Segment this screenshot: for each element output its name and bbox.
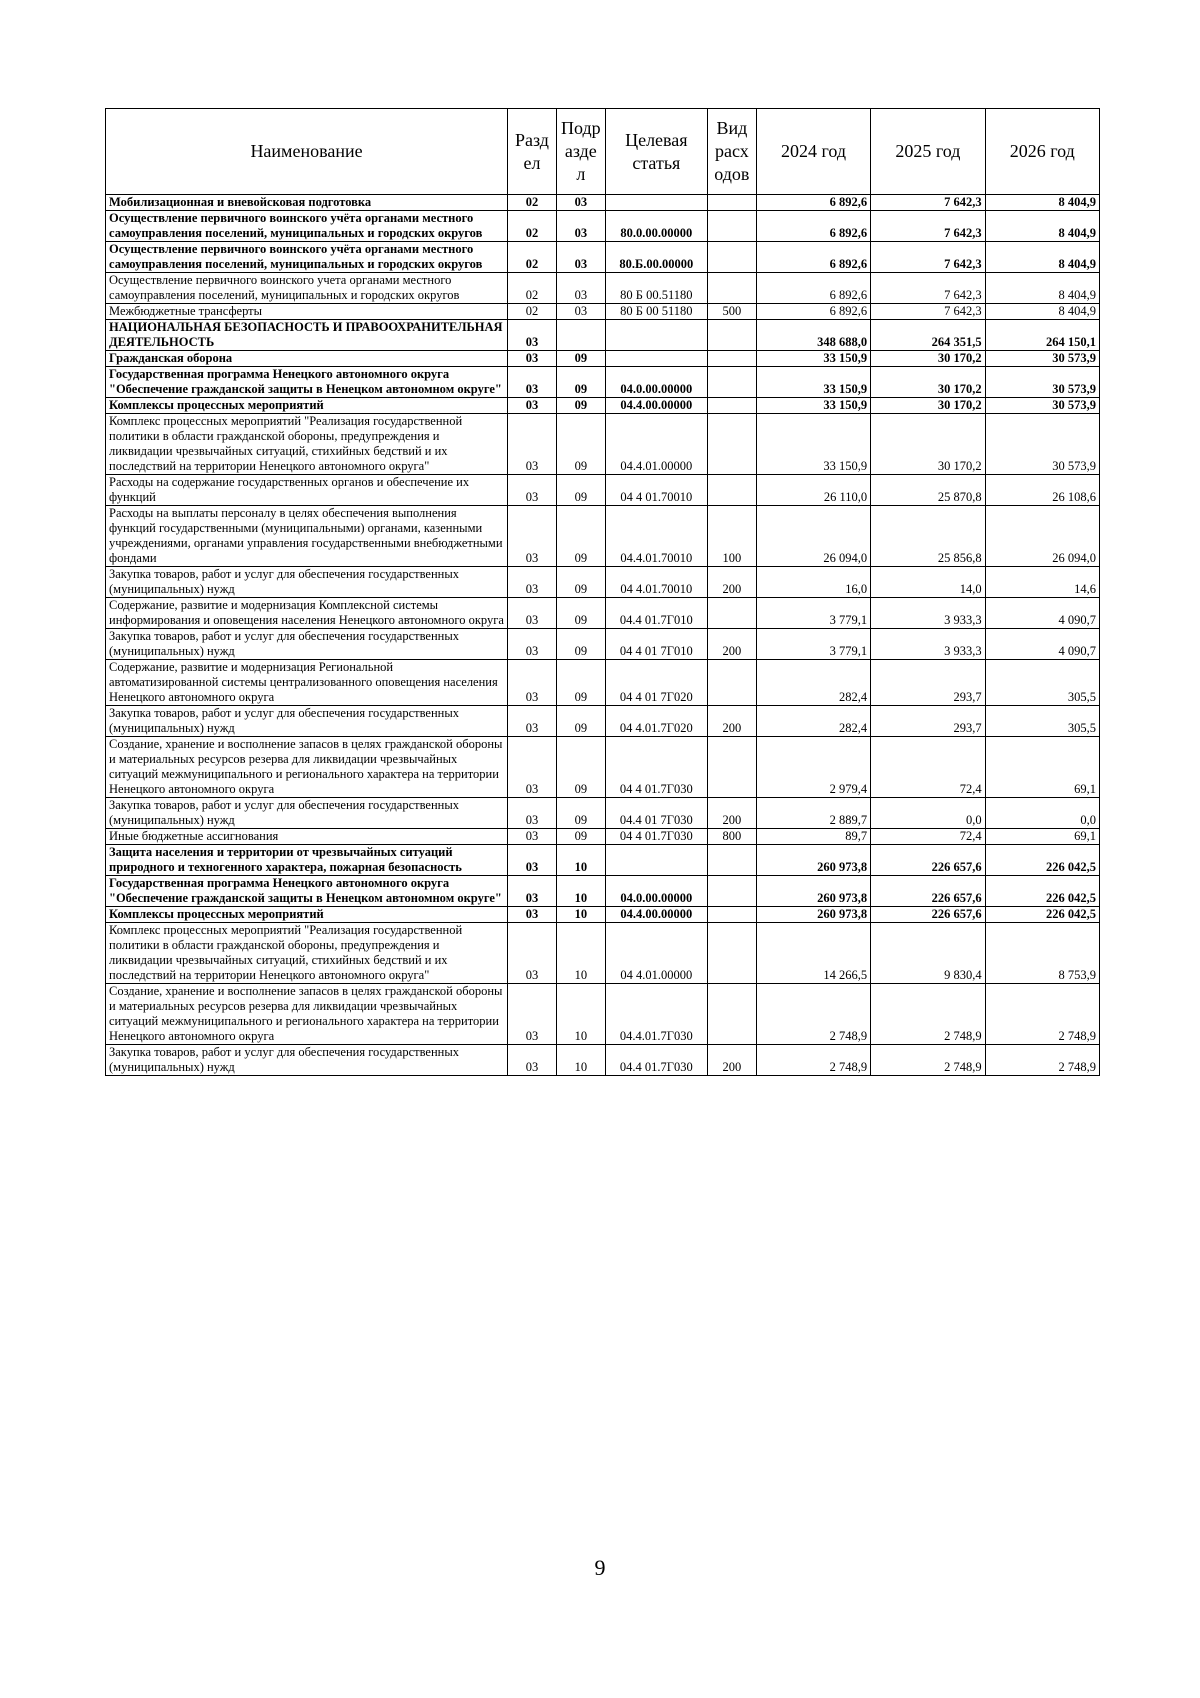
- row-name: Закупка товаров, работ и услуг для обеспечения государственных (муниципальных) нужд: [106, 798, 508, 829]
- row-2025: 30 170,2: [871, 398, 985, 414]
- row-target: 04 4 01.70010: [605, 475, 707, 506]
- row-target: 04.4.01.7Г030: [605, 984, 707, 1045]
- row-razdel: 03: [508, 798, 557, 829]
- row-target: 80.Б.00.00000: [605, 242, 707, 273]
- row-vid: 200: [707, 629, 756, 660]
- table-row: [106, 367, 1100, 398]
- row-razdel: 03: [508, 598, 557, 629]
- row-name: Содержание, развитие и модернизация Региональной автоматизированной системы централизованного оповещения населения Ненецкого автономного округа: [106, 660, 508, 706]
- row-2025: 226 657,6: [871, 845, 985, 876]
- row-2026: 0,0: [985, 798, 1099, 829]
- row-2024: 16,0: [756, 567, 870, 598]
- row-vid: 200: [707, 706, 756, 737]
- row-name: Закупка товаров, работ и услуг для обеспечения государственных (муниципальных) нужд: [106, 567, 508, 598]
- row-podrazdel: 09: [556, 398, 605, 414]
- row-2024: 3 779,1: [756, 598, 870, 629]
- row-2025: 25 856,8: [871, 506, 985, 567]
- row-name: Комплекс процессных мероприятий "Реализация государственной политики в области гражданской обороны, предупреждения и ликвидации чрезвычайных ситуаций, стихийных бедствий и их последствий на территории Ненецкого автономного округа": [106, 923, 508, 984]
- row-2026: 4 090,7: [985, 629, 1099, 660]
- row-name: Защита населения и территории от чрезвычайных ситуаций природного и техногенного характера, пожарная безопасность: [106, 845, 508, 876]
- row-razdel: 03: [508, 398, 557, 414]
- row-podrazdel: 09: [556, 475, 605, 506]
- row-podrazdel: 03: [556, 304, 605, 320]
- row-podrazdel: 09: [556, 414, 605, 475]
- row-2025: 30 170,2: [871, 367, 985, 398]
- row-2026: 305,5: [985, 706, 1099, 737]
- row-name: НАЦИОНАЛЬНАЯ БЕЗОПАСНОСТЬ И ПРАВООХРАНИТЕЛЬНАЯ ДЕЯТЕЛЬНОСТЬ: [106, 320, 508, 351]
- row-2026: 2 748,9: [985, 1045, 1099, 1076]
- col-header-2024: 2024 год: [756, 109, 870, 195]
- row-vid: 100: [707, 506, 756, 567]
- row-vid: [707, 737, 756, 798]
- row-name: Содержание, развитие и модернизация Комплексной системы информирования и оповещения населения Ненецкого автономного округа: [106, 598, 508, 629]
- row-2025: 72,4: [871, 737, 985, 798]
- row-2024: 33 150,9: [756, 398, 870, 414]
- row-2026: 2 748,9: [985, 984, 1099, 1045]
- row-target: 04 4.01.70010: [605, 567, 707, 598]
- row-2026: 26 108,6: [985, 475, 1099, 506]
- row-podrazdel: 09: [556, 798, 605, 829]
- row-name: Осуществление первичного воинского учёта органами местного самоуправления поселений, муниципальных и городских округов: [106, 242, 508, 273]
- row-2024: 6 892,6: [756, 304, 870, 320]
- row-2026: 4 090,7: [985, 598, 1099, 629]
- row-target: 04 4 01.7Г030: [605, 737, 707, 798]
- row-name: Осуществление первичного воинского учета органами местного самоуправления поселений, муниципальных и городских округов: [106, 273, 508, 304]
- row-vid: 800: [707, 829, 756, 845]
- row-target: 04.4.01.70010: [605, 506, 707, 567]
- row-vid: [707, 367, 756, 398]
- row-2024: 3 779,1: [756, 629, 870, 660]
- row-target: [605, 195, 707, 211]
- row-name: Мобилизационная и вневойсковая подготовка: [106, 195, 508, 211]
- row-2026: 30 573,9: [985, 398, 1099, 414]
- row-name: Создание, хранение и восполнение запасов в целях гражданской обороны и материальных ресурсов резерва для ликвидации чрезвычайных ситуаций межмуниципального и регионального характера на территории Ненецкого автономного округа: [106, 737, 508, 798]
- row-vid: [707, 242, 756, 273]
- table-row: [106, 706, 1100, 737]
- row-2026: 8 753,9: [985, 923, 1099, 984]
- page-number: 9: [594, 1555, 606, 1580]
- row-target: 04.4.01.00000: [605, 414, 707, 475]
- row-2025: 30 170,2: [871, 414, 985, 475]
- row-vid: [707, 907, 756, 923]
- table-row: [106, 798, 1100, 829]
- row-podrazdel: 09: [556, 660, 605, 706]
- col-header-target: Целевая статья: [605, 109, 707, 195]
- row-vid: 200: [707, 798, 756, 829]
- row-name: Расходы на выплаты персоналу в целях обеспечения выполнения функций государственными (муниципальными) органами, казенными учреждениями, органами управления государственными внебюджетными фондами: [106, 506, 508, 567]
- row-razdel: 03: [508, 506, 557, 567]
- table-row: [106, 829, 1100, 845]
- table-row: [106, 506, 1100, 567]
- row-2024: 26 094,0: [756, 506, 870, 567]
- col-header-vid: Вид расх одов: [707, 109, 756, 195]
- table-row: [106, 414, 1100, 475]
- row-target: 04.4.00.00000: [605, 398, 707, 414]
- table-row: [106, 398, 1100, 414]
- row-podrazdel: 10: [556, 923, 605, 984]
- row-target: 04.4 01.7Г030: [605, 1045, 707, 1076]
- row-vid: [707, 845, 756, 876]
- table-header-row: [106, 109, 1100, 195]
- row-podrazdel: 09: [556, 598, 605, 629]
- row-vid: [707, 598, 756, 629]
- row-name: Расходы на содержание государственных органов и обеспечение их функций: [106, 475, 508, 506]
- row-2025: 2 748,9: [871, 984, 985, 1045]
- row-razdel: 03: [508, 1045, 557, 1076]
- row-target: 04 4 01.7Г030: [605, 829, 707, 845]
- row-vid: 200: [707, 567, 756, 598]
- table-row: [106, 320, 1100, 351]
- row-name: Создание, хранение и восполнение запасов в целях гражданской обороны и материальных ресурсов резерва для ликвидации чрезвычайных ситуаций межмуниципального и регионального характера на территории Ненецкого автономного округа: [106, 984, 508, 1045]
- table-row: [106, 907, 1100, 923]
- row-podrazdel: 09: [556, 367, 605, 398]
- row-target: [605, 845, 707, 876]
- row-2025: 2 748,9: [871, 1045, 985, 1076]
- row-2026: 8 404,9: [985, 304, 1099, 320]
- budget-table: [105, 108, 1100, 1076]
- row-vid: 200: [707, 1045, 756, 1076]
- row-2024: 33 150,9: [756, 367, 870, 398]
- row-razdel: 03: [508, 660, 557, 706]
- row-razdel: 03: [508, 367, 557, 398]
- row-target: [605, 351, 707, 367]
- row-2025: 3 933,3: [871, 629, 985, 660]
- row-razdel: 03: [508, 907, 557, 923]
- row-2026: 226 042,5: [985, 907, 1099, 923]
- col-header-2026: 2026 год: [985, 109, 1099, 195]
- row-2024: 282,4: [756, 660, 870, 706]
- row-2024: 2 748,9: [756, 1045, 870, 1076]
- row-razdel: 03: [508, 475, 557, 506]
- row-razdel: 03: [508, 737, 557, 798]
- row-2024: 33 150,9: [756, 351, 870, 367]
- row-razdel: 03: [508, 414, 557, 475]
- row-vid: [707, 876, 756, 907]
- row-target: 04.4 01.7Г010: [605, 598, 707, 629]
- row-2024: 260 973,8: [756, 876, 870, 907]
- row-2026: 69,1: [985, 737, 1099, 798]
- table-row: [106, 351, 1100, 367]
- row-podrazdel: 10: [556, 845, 605, 876]
- row-2025: 7 642,3: [871, 242, 985, 273]
- row-podrazdel: 09: [556, 629, 605, 660]
- row-vid: 500: [707, 304, 756, 320]
- row-name: Осуществление первичного воинского учёта органами местного самоуправления поселений, муниципальных и городских округов: [106, 211, 508, 242]
- row-2025: 3 933,3: [871, 598, 985, 629]
- row-target: 04 4.01.00000: [605, 923, 707, 984]
- row-podrazdel: 10: [556, 876, 605, 907]
- row-2026: 8 404,9: [985, 195, 1099, 211]
- row-podrazdel: 10: [556, 1045, 605, 1076]
- row-podrazdel: 10: [556, 907, 605, 923]
- row-2026: 8 404,9: [985, 211, 1099, 242]
- row-target: 04 4 01 7Г010: [605, 629, 707, 660]
- row-2024: 14 266,5: [756, 923, 870, 984]
- row-podrazdel: 03: [556, 273, 605, 304]
- row-name: Закупка товаров, работ и услуг для обеспечения государственных (муниципальных) нужд: [106, 629, 508, 660]
- row-razdel: 03: [508, 845, 557, 876]
- row-2024: 2 889,7: [756, 798, 870, 829]
- table-row: [106, 1045, 1100, 1076]
- row-name: Государственная программа Ненецкого автономного округа "Обеспечение гражданской защиты в Ненецком автономном округе": [106, 876, 508, 907]
- row-razdel: 03: [508, 829, 557, 845]
- row-2026: 8 404,9: [985, 242, 1099, 273]
- row-target: 04 4 01 7Г020: [605, 660, 707, 706]
- row-target: 04 4.01.7Г020: [605, 706, 707, 737]
- row-2026: 226 042,5: [985, 845, 1099, 876]
- table-row: [106, 923, 1100, 984]
- table-row: [106, 273, 1100, 304]
- row-razdel: 03: [508, 706, 557, 737]
- row-2024: 33 150,9: [756, 414, 870, 475]
- row-2024: 26 110,0: [756, 475, 870, 506]
- row-razdel: 03: [508, 567, 557, 598]
- row-2025: 7 642,3: [871, 304, 985, 320]
- col-header-name: Наименование: [106, 109, 508, 195]
- col-header-razdel: Разд ел: [508, 109, 557, 195]
- row-2024: 89,7: [756, 829, 870, 845]
- row-podrazdel: 09: [556, 506, 605, 567]
- row-podrazdel: 03: [556, 195, 605, 211]
- table-row: [106, 211, 1100, 242]
- row-target: 80 Б 00.51180: [605, 273, 707, 304]
- row-2024: 282,4: [756, 706, 870, 737]
- table-row: [106, 195, 1100, 211]
- row-razdel: 02: [508, 273, 557, 304]
- row-podrazdel: 09: [556, 567, 605, 598]
- col-header-2025: 2025 год: [871, 109, 985, 195]
- row-podrazdel: 03: [556, 211, 605, 242]
- row-vid: [707, 660, 756, 706]
- row-razdel: 03: [508, 320, 557, 351]
- row-2025: 9 830,4: [871, 923, 985, 984]
- row-podrazdel: 09: [556, 737, 605, 798]
- row-2024: 348 688,0: [756, 320, 870, 351]
- row-2026: 226 042,5: [985, 876, 1099, 907]
- row-vid: [707, 475, 756, 506]
- table-body: [106, 195, 1100, 1076]
- row-target: 04.4.00.00000: [605, 907, 707, 923]
- table-row: [106, 304, 1100, 320]
- row-2025: 226 657,6: [871, 876, 985, 907]
- row-target: 04.0.00.00000: [605, 367, 707, 398]
- table-row: [106, 737, 1100, 798]
- row-2025: 7 642,3: [871, 195, 985, 211]
- table-row: [106, 475, 1100, 506]
- row-razdel: 03: [508, 984, 557, 1045]
- row-2024: 260 973,8: [756, 845, 870, 876]
- row-vid: [707, 320, 756, 351]
- row-2026: 30 573,9: [985, 351, 1099, 367]
- row-2026: 26 094,0: [985, 506, 1099, 567]
- row-2024: 6 892,6: [756, 211, 870, 242]
- row-2025: 14,0: [871, 567, 985, 598]
- row-name: Межбюджетные трансферты: [106, 304, 508, 320]
- row-name: Комплексы процессных мероприятий: [106, 398, 508, 414]
- row-target: [605, 320, 707, 351]
- table-row: [106, 876, 1100, 907]
- row-2025: 293,7: [871, 660, 985, 706]
- row-razdel: 03: [508, 629, 557, 660]
- row-2026: 30 573,9: [985, 367, 1099, 398]
- row-2026: 14,6: [985, 567, 1099, 598]
- row-2025: 30 170,2: [871, 351, 985, 367]
- row-2025: 264 351,5: [871, 320, 985, 351]
- row-vid: [707, 351, 756, 367]
- row-vid: [707, 923, 756, 984]
- row-podrazdel: 03: [556, 242, 605, 273]
- row-name: Государственная программа Ненецкого автономного округа "Обеспечение гражданской защиты в Ненецком автономном округе": [106, 367, 508, 398]
- row-razdel: 02: [508, 211, 557, 242]
- table-row: [106, 984, 1100, 1045]
- row-2026: 305,5: [985, 660, 1099, 706]
- row-name: Комплексы процессных мероприятий: [106, 907, 508, 923]
- row-name: Гражданская оборона: [106, 351, 508, 367]
- row-target: 80 Б 00 51180: [605, 304, 707, 320]
- row-2026: 30 573,9: [985, 414, 1099, 475]
- row-2024: 6 892,6: [756, 273, 870, 304]
- row-target: 04.4 01 7Г030: [605, 798, 707, 829]
- row-podrazdel: 09: [556, 351, 605, 367]
- table-row: [106, 660, 1100, 706]
- row-2025: 25 870,8: [871, 475, 985, 506]
- row-target: 80.0.00.00000: [605, 211, 707, 242]
- row-2025: 72,4: [871, 829, 985, 845]
- row-razdel: 03: [508, 923, 557, 984]
- table-row: [106, 567, 1100, 598]
- table-row: [106, 845, 1100, 876]
- row-vid: [707, 398, 756, 414]
- row-2025: 7 642,3: [871, 211, 985, 242]
- col-header-podrazdel: Подр азде л: [556, 109, 605, 195]
- row-2026: 69,1: [985, 829, 1099, 845]
- row-2024: 6 892,6: [756, 242, 870, 273]
- row-2024: 2 979,4: [756, 737, 870, 798]
- row-razdel: 03: [508, 351, 557, 367]
- row-vid: [707, 273, 756, 304]
- row-podrazdel: 10: [556, 984, 605, 1045]
- row-vid: [707, 195, 756, 211]
- row-2024: 260 973,8: [756, 907, 870, 923]
- table-row: [106, 598, 1100, 629]
- row-podrazdel: [556, 320, 605, 351]
- row-razdel: 03: [508, 876, 557, 907]
- row-vid: [707, 211, 756, 242]
- row-vid: [707, 984, 756, 1045]
- row-vid: [707, 414, 756, 475]
- row-2025: 226 657,6: [871, 907, 985, 923]
- row-razdel: 02: [508, 195, 557, 211]
- table-row: [106, 242, 1100, 273]
- row-2025: 293,7: [871, 706, 985, 737]
- row-2026: 8 404,9: [985, 273, 1099, 304]
- row-2026: 264 150,1: [985, 320, 1099, 351]
- row-podrazdel: 09: [556, 829, 605, 845]
- row-razdel: 02: [508, 242, 557, 273]
- row-2024: 6 892,6: [756, 195, 870, 211]
- row-2025: 7 642,3: [871, 273, 985, 304]
- row-target: 04.0.00.00000: [605, 876, 707, 907]
- row-razdel: 02: [508, 304, 557, 320]
- row-name: Закупка товаров, работ и услуг для обеспечения государственных (муниципальных) нужд: [106, 1045, 508, 1076]
- row-2024: 2 748,9: [756, 984, 870, 1045]
- row-name: Комплекс процессных мероприятий "Реализация государственной политики в области гражданской обороны, предупреждения и ликвидации чрезвычайных ситуаций, стихийных бедствий и их последствий на территории Ненецкого автономного округа": [106, 414, 508, 475]
- row-2025: 0,0: [871, 798, 985, 829]
- row-name: Иные бюджетные ассигнования: [106, 829, 508, 845]
- row-name: Закупка товаров, работ и услуг для обеспечения государственных (муниципальных) нужд: [106, 706, 508, 737]
- row-podrazdel: 09: [556, 706, 605, 737]
- table-row: [106, 629, 1100, 660]
